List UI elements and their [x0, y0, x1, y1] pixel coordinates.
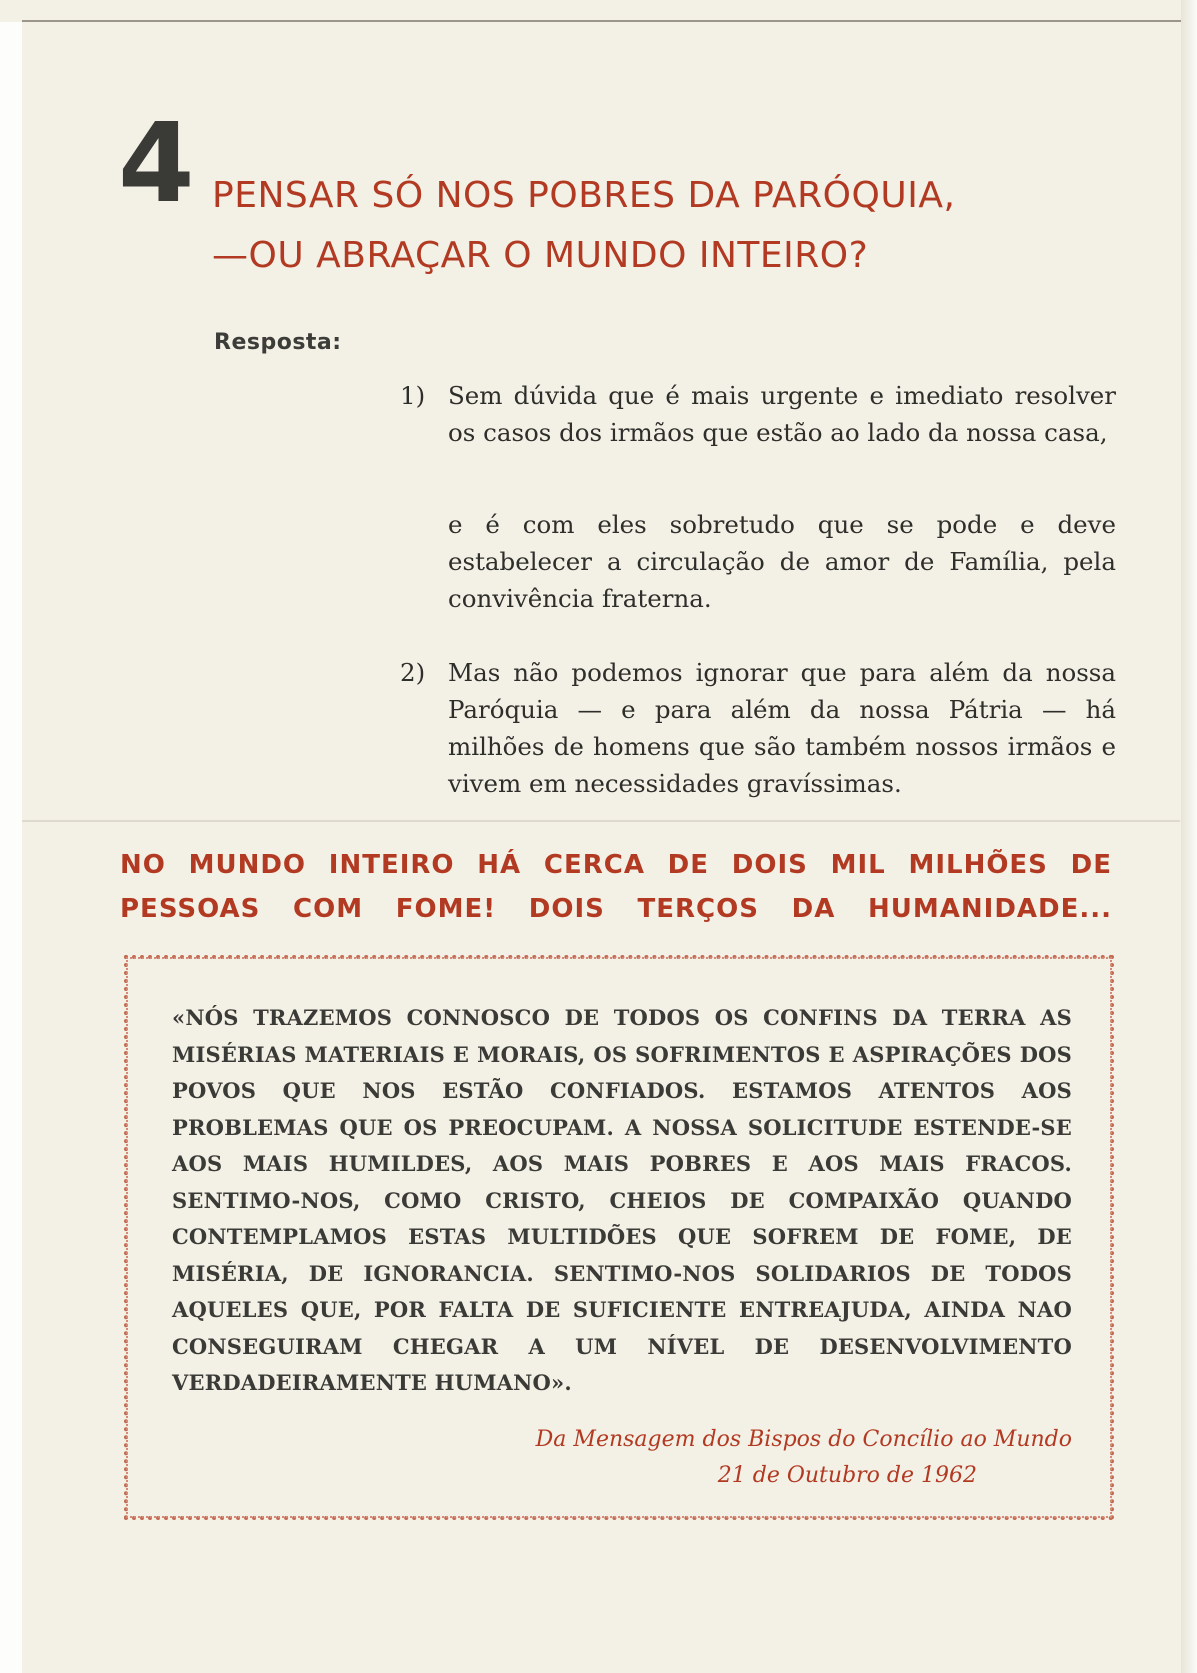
quote-source: Da Mensagem dos Bispos do Concílio ao Mundo: [535, 1427, 1072, 1452]
question-line-1: PENSAR SÓ NOS POBRES DA PARÓQUIA,: [212, 175, 956, 216]
paper-fold-line: [22, 820, 1180, 822]
hunger-banner-line-1: NO MUNDO INTEIRO HÁ CERCA DE DOIS MIL MILHÕES DE: [120, 850, 1112, 880]
page-top-edge: [22, 20, 1182, 22]
answer-2-text: Mas não podemos ignorar que para além da nossa Paróquia — e para além da nossa Pátria — há milhões de homens que são também nossos irmãos e vivem em necessidades gravíssimas.: [448, 658, 1116, 798]
quote-date: 21 de Outubro de 1962: [717, 1463, 977, 1488]
answer-1-text: Sem dúvida que é mais urgente e imediato resolver os casos dos irmãos que estão ao lado da nossa casa,: [448, 381, 1116, 447]
answer-1-continuation: e é com eles sobretudo que se pode e deve estabelecer a circulação de amor de Família, pela convivência fraterna.: [448, 510, 1116, 613]
question-line-2: —OU ABRAÇAR O MUNDO INTEIRO?: [212, 235, 869, 276]
council-quote: «NÓS TRAZEMOS CONNOSCO DE TODOS OS CONFINS DA TERRA AS MISÉRIAS MATERIAIS E MORAIS, OS SOFRIMENTOS E ASPIRAÇÕES DOS POVOS QUE NOS ESTÃO CONFIADOS. ESTAMOS ATENTOS AOS PROBLEMAS QUE OS PREOCUPAM. A NOSSA SOLICITUDE ESTENDE-SE AOS MAIS HUMILDES, AOS MAIS POBRES E AOS MAIS FRACOS. SENTIMO-NOS, COMO CRISTO, CHEIOS DE COMPAIXÃO QUANDO CONTEMPLAMOS ESTAS MULTIDÕES QUE SOFREM DE FOME, DE MISÉRIA, DE IGNORANCIA. SENTIMO-NOS SOLIDARIOS DE TODOS AQUELES QUE, POR FALTA DE SUFICIENTE ENTREAJUDA, AINDA NAO CONSEGUIRAM CHEGAR A UM NÍVEL DE DESENVOLVIMENTO VERDADEIRAMENTE HUMANO».: [172, 1005, 1072, 1395]
answer-2-number: 2): [400, 658, 426, 687]
page-right-fold: [1181, 0, 1197, 1673]
page-left-margin: [0, 22, 22, 1673]
answer-1-number: 1): [400, 381, 426, 410]
answer-label: Resposta:: [214, 330, 342, 355]
hunger-banner-line-2: PESSOAS COM FOME! DOIS TERÇOS DA HUMANIDADE...: [120, 894, 1112, 924]
section-number: 4: [118, 99, 191, 227]
